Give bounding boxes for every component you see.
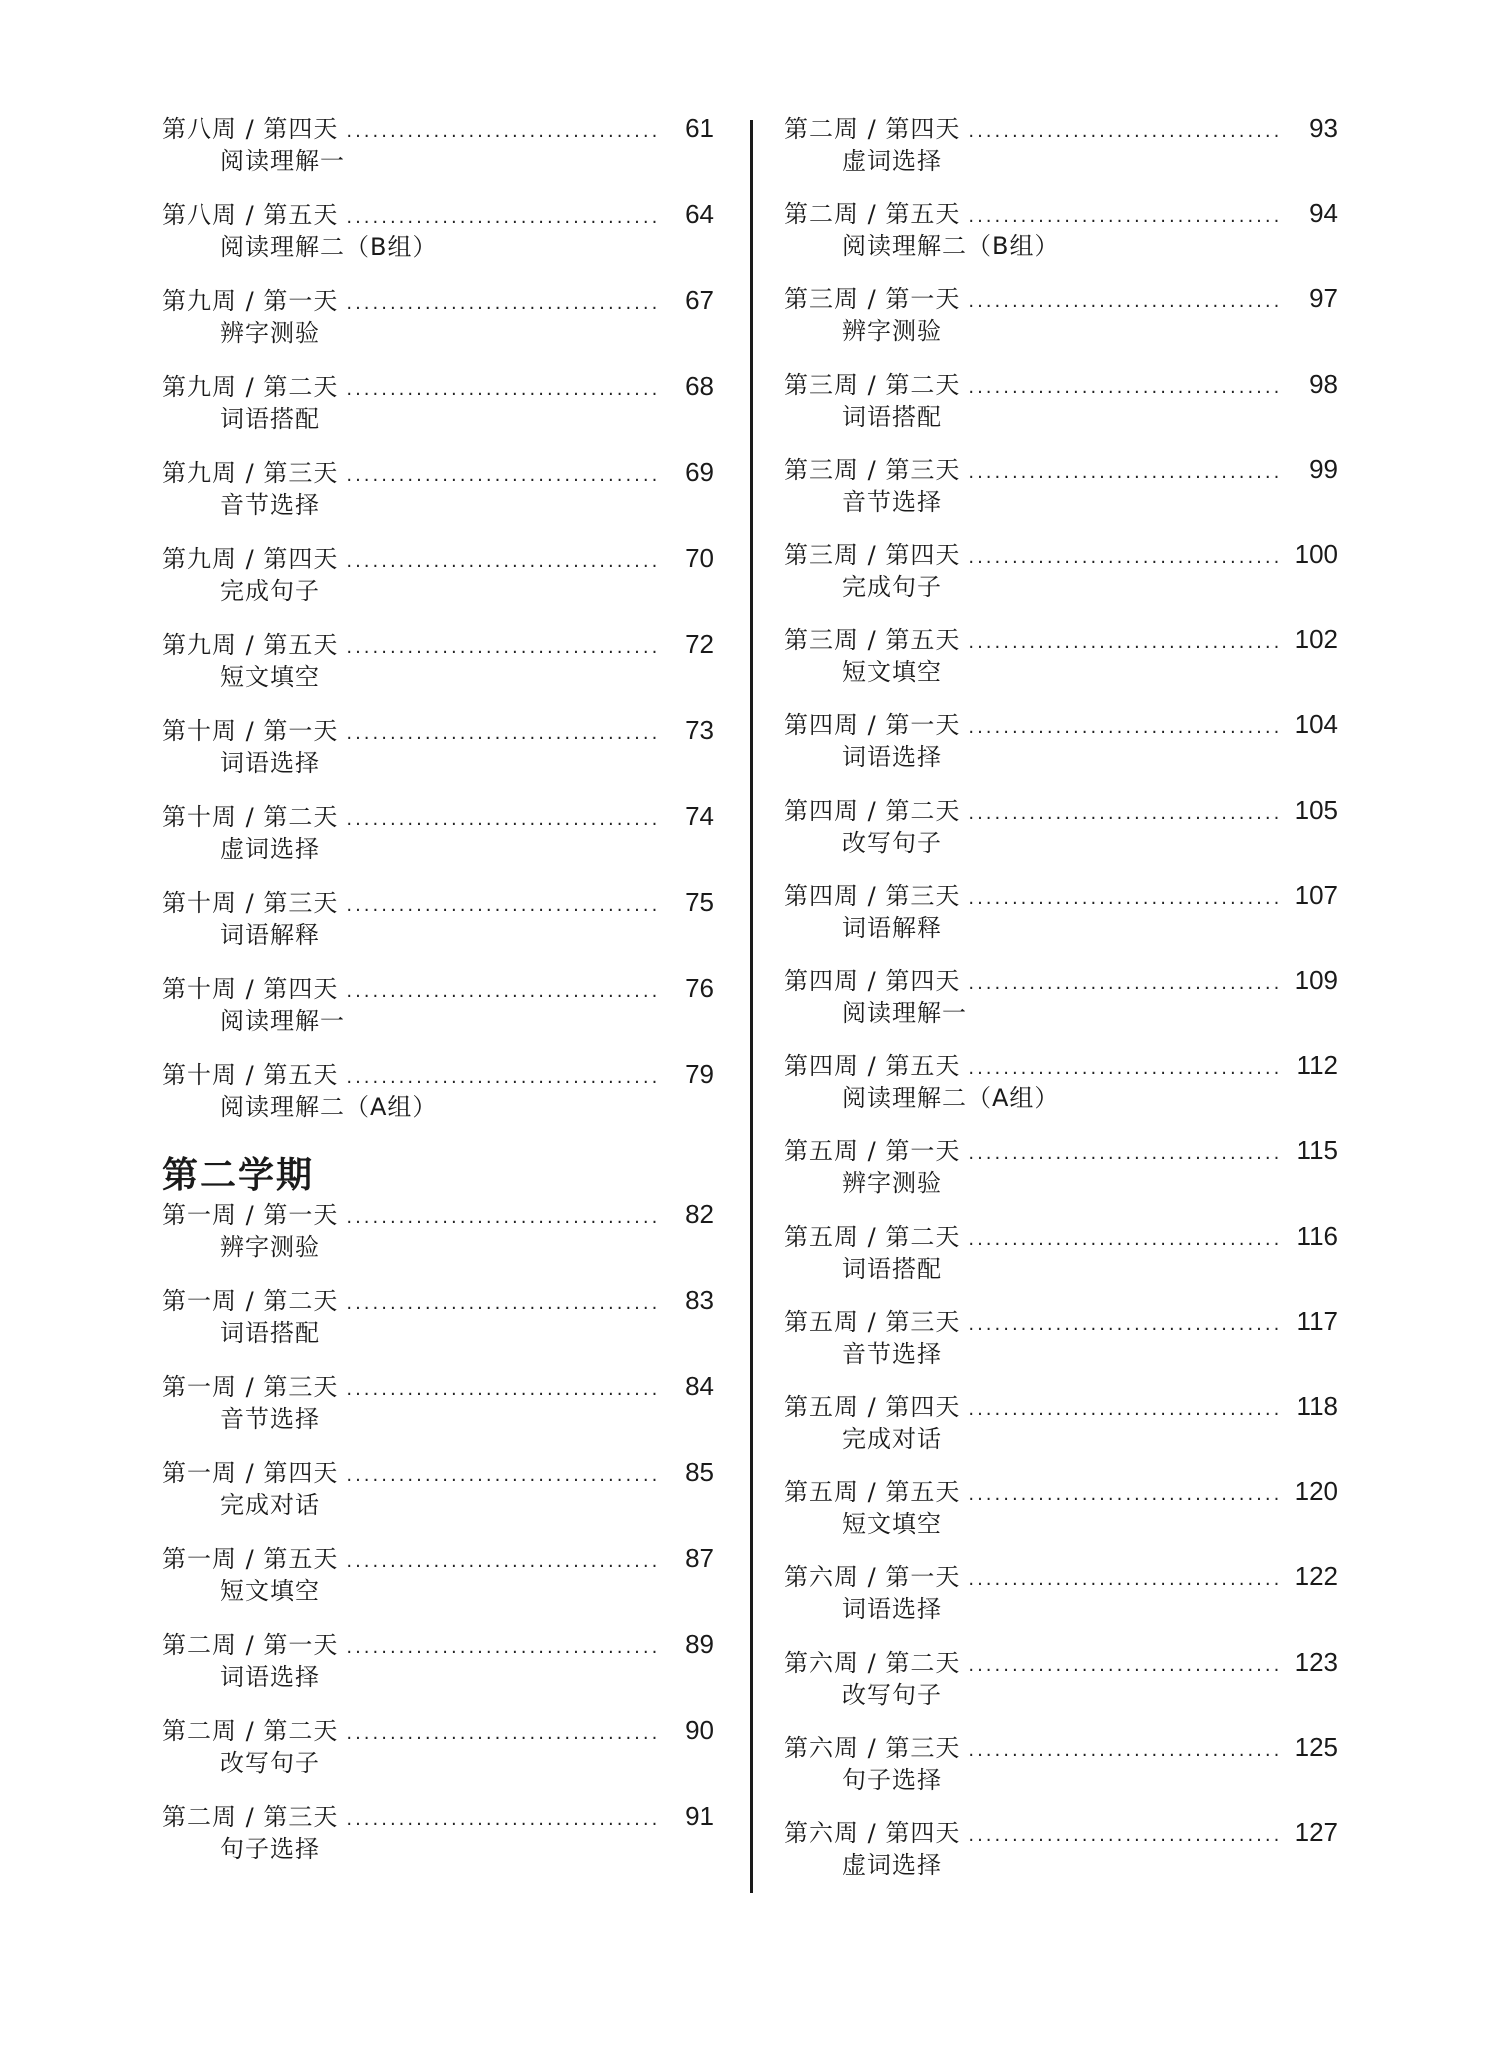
topic-label: 词语搭配 [220, 1319, 320, 1347]
topic-label: 阅读理解二（B组） [220, 233, 438, 261]
topic-label: 句子选择 [220, 1835, 320, 1863]
topic-label: 阅读理解二（A组） [842, 1084, 1060, 1113]
week-day-label: 第六周 / 第三天 [784, 1733, 961, 1762]
toc-entry[interactable] [784, 966, 1338, 1026]
dot-leader [968, 1055, 1280, 1083]
week-day-label: 第九周 / 第四天 [162, 545, 339, 573]
toc-entry[interactable] [784, 1818, 1338, 1878]
week-day-label: 第二周 / 第四天 [784, 115, 961, 143]
page-number: 107 [1294, 879, 1338, 910]
toc-entry-heading-line [162, 1716, 714, 1748]
toc-entry-heading-line [784, 114, 1338, 146]
dot-leader [968, 459, 1280, 487]
week-day-label: 第十周 / 第五天 [162, 1061, 339, 1089]
topic-label: 词语选择 [842, 743, 942, 772]
toc-entry-heading-line [784, 455, 1338, 487]
toc-entry[interactable] [162, 286, 714, 346]
page-number: 123 [1294, 1646, 1338, 1677]
week-day-label: 第九周 / 第二天 [162, 373, 339, 401]
dot-leader [346, 806, 656, 834]
week-day-label: 第一周 / 第一天 [162, 1201, 339, 1229]
topic-label: 短文填空 [842, 658, 942, 687]
dot-leader [968, 1396, 1280, 1424]
toc-entry[interactable] [784, 370, 1338, 430]
topic-label: 虚词选择 [842, 147, 942, 175]
week-day-label: 第八周 / 第五天 [162, 201, 339, 229]
page-number: 118 [1296, 1391, 1338, 1421]
dot-leader [968, 288, 1280, 316]
week-day-label: 第二周 / 第三天 [162, 1803, 339, 1831]
toc-entry[interactable] [162, 1544, 714, 1604]
week-day-label: 第二周 / 第五天 [784, 200, 961, 229]
dot-leader [346, 1204, 656, 1232]
dot-leader [346, 1634, 656, 1662]
toc-entry-heading-line [162, 200, 714, 232]
topic-label: 阅读理解一 [220, 1007, 345, 1035]
topic-label: 短文填空 [220, 663, 320, 691]
dot-leader [346, 1720, 656, 1748]
topic-label: 辨字测验 [220, 319, 320, 347]
toc-entry[interactable] [784, 1648, 1338, 1708]
toc-entry[interactable] [162, 544, 714, 604]
topic-label: 音节选择 [220, 1405, 320, 1433]
page-number: 79 [685, 1059, 714, 1089]
week-day-label: 第二周 / 第二天 [162, 1717, 339, 1745]
toc-entry[interactable] [162, 716, 714, 776]
toc-entry-heading-line [784, 710, 1338, 742]
toc-entry[interactable] [784, 1477, 1338, 1537]
week-day-label: 第一周 / 第四天 [162, 1459, 339, 1487]
toc-entry-heading-line [162, 1286, 714, 1318]
dot-leader [346, 1548, 656, 1576]
toc-entry[interactable] [162, 114, 714, 174]
toc-entry-heading-line [784, 1136, 1338, 1168]
toc-entry-heading-line [784, 370, 1338, 402]
toc-entry[interactable] [784, 1392, 1338, 1452]
dot-leader [968, 800, 1280, 828]
toc-entry[interactable] [162, 372, 714, 432]
toc-entry[interactable] [784, 710, 1338, 770]
toc-entry-heading-line [162, 1372, 714, 1404]
toc-entry-heading-line [162, 802, 714, 834]
toc-entry-heading-line [162, 1544, 714, 1576]
page-number: 116 [1296, 1220, 1338, 1251]
page-number: 109 [1294, 965, 1338, 995]
dot-leader [968, 970, 1280, 998]
week-day-label: 第九周 / 第一天 [162, 287, 339, 315]
toc-entry[interactable] [784, 540, 1338, 600]
topic-label: 完成句子 [842, 573, 942, 601]
toc-entry[interactable] [162, 1802, 714, 1862]
toc-entry[interactable] [162, 1372, 714, 1432]
toc-entry-heading-line [784, 1648, 1338, 1680]
week-day-label: 第一周 / 第二天 [162, 1287, 339, 1315]
week-day-label: 第三周 / 第一天 [784, 285, 961, 314]
toc-entry[interactable] [162, 1458, 714, 1518]
page-number: 87 [685, 1543, 714, 1573]
dot-leader [346, 978, 656, 1006]
page-number: 102 [1294, 624, 1338, 655]
topic-label: 辨字测验 [842, 317, 942, 346]
toc-entry[interactable] [784, 1222, 1338, 1282]
topic-label: 阅读理解二（B组） [842, 232, 1060, 261]
page-number: 93 [1309, 113, 1338, 143]
toc-entry[interactable] [162, 1200, 714, 1260]
dot-leader [968, 1140, 1280, 1168]
column-divider [750, 120, 753, 1893]
toc-entry[interactable] [162, 458, 714, 518]
dot-leader [968, 1737, 1280, 1765]
toc-entry[interactable] [162, 974, 714, 1034]
dot-leader [968, 1311, 1280, 1339]
week-day-label: 第十周 / 第三天 [162, 889, 339, 917]
week-day-label: 第四周 / 第三天 [784, 881, 961, 910]
toc-entry[interactable] [162, 802, 714, 862]
toc-entry[interactable] [162, 1286, 714, 1346]
week-day-label: 第六周 / 第二天 [784, 1648, 961, 1677]
topic-label: 完成对话 [842, 1425, 942, 1453]
toc-entry-heading-line [162, 630, 714, 662]
page-number: 72 [685, 629, 714, 659]
page-number: 97 [1309, 283, 1338, 314]
page-number: 76 [685, 973, 714, 1003]
dot-leader [968, 1481, 1280, 1509]
toc-entry-heading-line [162, 974, 714, 1006]
dot-leader [346, 1462, 656, 1490]
dot-leader [968, 629, 1280, 657]
week-day-label: 第五周 / 第三天 [784, 1307, 961, 1336]
dot-leader [968, 1226, 1280, 1254]
page-number: 64 [685, 199, 714, 229]
dot-leader [346, 1064, 656, 1092]
toc-entry-heading-line [784, 1307, 1338, 1339]
topic-label: 短文填空 [842, 1510, 942, 1539]
toc-entry[interactable] [784, 455, 1338, 515]
toc-entry-heading-line [784, 881, 1338, 913]
week-day-label: 第三周 / 第五天 [784, 626, 961, 655]
toc-entry-heading-line [162, 1802, 714, 1834]
toc-entry-heading-line [784, 1562, 1338, 1594]
toc-entry[interactable] [162, 888, 714, 948]
topic-label: 词语解释 [220, 921, 320, 949]
toc-entry-heading-line [784, 540, 1338, 572]
page-number: 84 [685, 1371, 714, 1401]
week-day-label: 第一周 / 第三天 [162, 1373, 339, 1401]
week-day-label: 第八周 / 第四天 [162, 115, 339, 143]
page-number: 73 [685, 715, 714, 745]
toc-entry[interactable] [784, 199, 1338, 259]
week-day-label: 第四周 / 第五天 [784, 1052, 961, 1081]
toc-entry[interactable] [162, 1716, 714, 1776]
week-day-label: 第五周 / 第四天 [784, 1393, 961, 1421]
page-number: 94 [1309, 198, 1338, 229]
toc-entry-heading-line [162, 1458, 714, 1490]
toc-entry[interactable] [784, 625, 1338, 685]
page-number: 105 [1294, 794, 1338, 825]
toc-entry-heading-line [784, 284, 1338, 316]
toc-entry[interactable] [162, 1630, 714, 1690]
topic-label: 音节选择 [842, 487, 942, 516]
page-number: 85 [685, 1457, 714, 1487]
dot-leader [346, 548, 656, 576]
page-number: 100 [1294, 539, 1338, 569]
toc-entry-heading-line [162, 286, 714, 318]
page-number: 125 [1294, 1731, 1338, 1762]
dot-leader [968, 1822, 1280, 1850]
week-day-label: 第一周 / 第五天 [162, 1545, 339, 1573]
week-day-label: 第五周 / 第五天 [784, 1478, 961, 1507]
week-day-label: 第四周 / 第二天 [784, 796, 961, 825]
page-number: 104 [1294, 709, 1338, 740]
dot-leader [346, 290, 656, 318]
topic-label: 虚词选择 [220, 835, 320, 863]
toc-entry[interactable] [784, 1733, 1338, 1793]
week-day-label: 第四周 / 第四天 [784, 967, 961, 995]
topic-label: 完成句子 [220, 577, 320, 605]
page-number: 90 [685, 1715, 714, 1745]
week-day-label: 第九周 / 第五天 [162, 631, 339, 659]
toc-entry[interactable] [162, 630, 714, 690]
topic-label: 词语搭配 [842, 402, 942, 431]
page-number: 74 [685, 801, 714, 831]
dot-leader [346, 1806, 656, 1834]
week-day-label: 第十周 / 第四天 [162, 975, 339, 1003]
toc-entry-heading-line [162, 1060, 714, 1092]
page-number: 115 [1296, 1135, 1338, 1166]
toc-entry[interactable] [784, 1051, 1338, 1111]
dot-leader [968, 118, 1280, 146]
toc-entry-heading-line [784, 796, 1338, 828]
topic-label: 辨字测验 [842, 1169, 942, 1198]
topic-label: 阅读理解一 [220, 147, 345, 175]
topic-label: 音节选择 [220, 491, 320, 519]
page-number: 83 [685, 1285, 714, 1315]
toc-entry-heading-line [162, 114, 714, 146]
week-day-label: 第三周 / 第二天 [784, 370, 961, 399]
page-number: 127 [1294, 1817, 1338, 1847]
week-day-label: 第四周 / 第一天 [784, 711, 961, 740]
toc-entry-heading-line [784, 1733, 1338, 1765]
topic-label: 词语解释 [842, 913, 942, 942]
dot-leader [346, 204, 656, 232]
week-day-label: 第三周 / 第三天 [784, 455, 961, 484]
topic-label: 音节选择 [842, 1339, 942, 1368]
semester-heading: 第二学期 [162, 1155, 315, 1196]
toc-entry[interactable] [784, 1136, 1338, 1196]
toc-entry-heading-line [784, 1818, 1338, 1850]
page-number: 68 [685, 371, 714, 401]
toc-entry-heading-line [784, 1477, 1338, 1509]
page-number: 99 [1309, 453, 1338, 484]
page-number: 122 [1294, 1561, 1338, 1592]
topic-label: 词语选择 [220, 1663, 320, 1691]
toc-entry-heading-line [784, 625, 1338, 657]
toc-entry[interactable] [784, 114, 1338, 174]
dot-leader [346, 376, 656, 404]
dot-leader [968, 885, 1280, 913]
toc-entry[interactable] [784, 284, 1338, 344]
page-number: 120 [1294, 1476, 1338, 1507]
dot-leader [968, 714, 1280, 742]
dot-leader [346, 892, 656, 920]
topic-label: 阅读理解一 [842, 999, 967, 1027]
toc-entry[interactable] [784, 1562, 1338, 1622]
week-day-label: 第六周 / 第四天 [784, 1819, 961, 1847]
topic-label: 改写句子 [842, 1680, 942, 1709]
topic-label: 词语搭配 [842, 1254, 942, 1283]
toc-entry[interactable] [784, 881, 1338, 941]
page-number: 75 [685, 887, 714, 917]
toc-entry-heading-line [784, 966, 1338, 998]
toc-entry-heading-line [784, 1051, 1338, 1083]
toc-entry-heading-line [784, 1392, 1338, 1424]
dot-leader [346, 118, 656, 146]
topic-label: 词语选择 [842, 1595, 942, 1624]
toc-entry-heading-line [162, 372, 714, 404]
week-day-label: 第六周 / 第一天 [784, 1563, 961, 1592]
page-number: 82 [685, 1199, 714, 1229]
page-number: 69 [685, 457, 714, 487]
dot-leader [968, 374, 1280, 402]
page-number: 70 [685, 543, 714, 573]
toc-entry-heading-line [162, 544, 714, 576]
week-day-label: 第三周 / 第四天 [784, 541, 961, 569]
page-number: 61 [685, 113, 714, 143]
toc-entry-heading-line [784, 199, 1338, 231]
topic-label: 改写句子 [220, 1749, 320, 1777]
dot-leader [346, 634, 656, 662]
toc-entry[interactable] [784, 1307, 1338, 1367]
week-day-label: 第九周 / 第三天 [162, 459, 339, 487]
toc-entry-heading-line [162, 458, 714, 490]
dot-leader [346, 462, 656, 490]
toc-entry[interactable] [162, 1060, 714, 1120]
topic-label: 句子选择 [842, 1765, 942, 1794]
toc-entry-heading-line [162, 888, 714, 920]
topic-label: 词语搭配 [220, 405, 320, 433]
topic-label: 改写句子 [842, 828, 942, 857]
dot-leader [968, 544, 1280, 572]
dot-leader [968, 203, 1280, 231]
page-number: 98 [1309, 368, 1338, 399]
topic-label: 虚词选择 [842, 1851, 942, 1879]
dot-leader [346, 1376, 656, 1404]
toc-entry[interactable] [784, 796, 1338, 856]
week-day-label: 第十周 / 第一天 [162, 717, 339, 745]
week-day-label: 第五周 / 第二天 [784, 1222, 961, 1251]
page-number: 67 [685, 285, 714, 315]
week-day-label: 第二周 / 第一天 [162, 1631, 339, 1659]
dot-leader [346, 720, 656, 748]
topic-label: 词语选择 [220, 749, 320, 777]
dot-leader [968, 1652, 1280, 1680]
toc-entry-heading-line [784, 1222, 1338, 1254]
topic-label: 辨字测验 [220, 1233, 320, 1261]
page-number: 89 [685, 1629, 714, 1659]
toc-entry-heading-line [162, 1200, 714, 1232]
week-day-label: 第十周 / 第二天 [162, 803, 339, 831]
dot-leader [346, 1290, 656, 1318]
page-number: 91 [685, 1801, 714, 1831]
toc-entry[interactable] [162, 200, 714, 260]
toc-entry-heading-line [162, 716, 714, 748]
page-number: 112 [1296, 1050, 1338, 1081]
topic-label: 短文填空 [220, 1577, 320, 1605]
topic-label: 完成对话 [220, 1491, 320, 1519]
topic-label: 阅读理解二（A组） [220, 1093, 438, 1121]
dot-leader [968, 1566, 1280, 1594]
toc-entry-heading-line [162, 1630, 714, 1662]
page-number: 117 [1296, 1305, 1338, 1336]
week-day-label: 第五周 / 第一天 [784, 1137, 961, 1166]
